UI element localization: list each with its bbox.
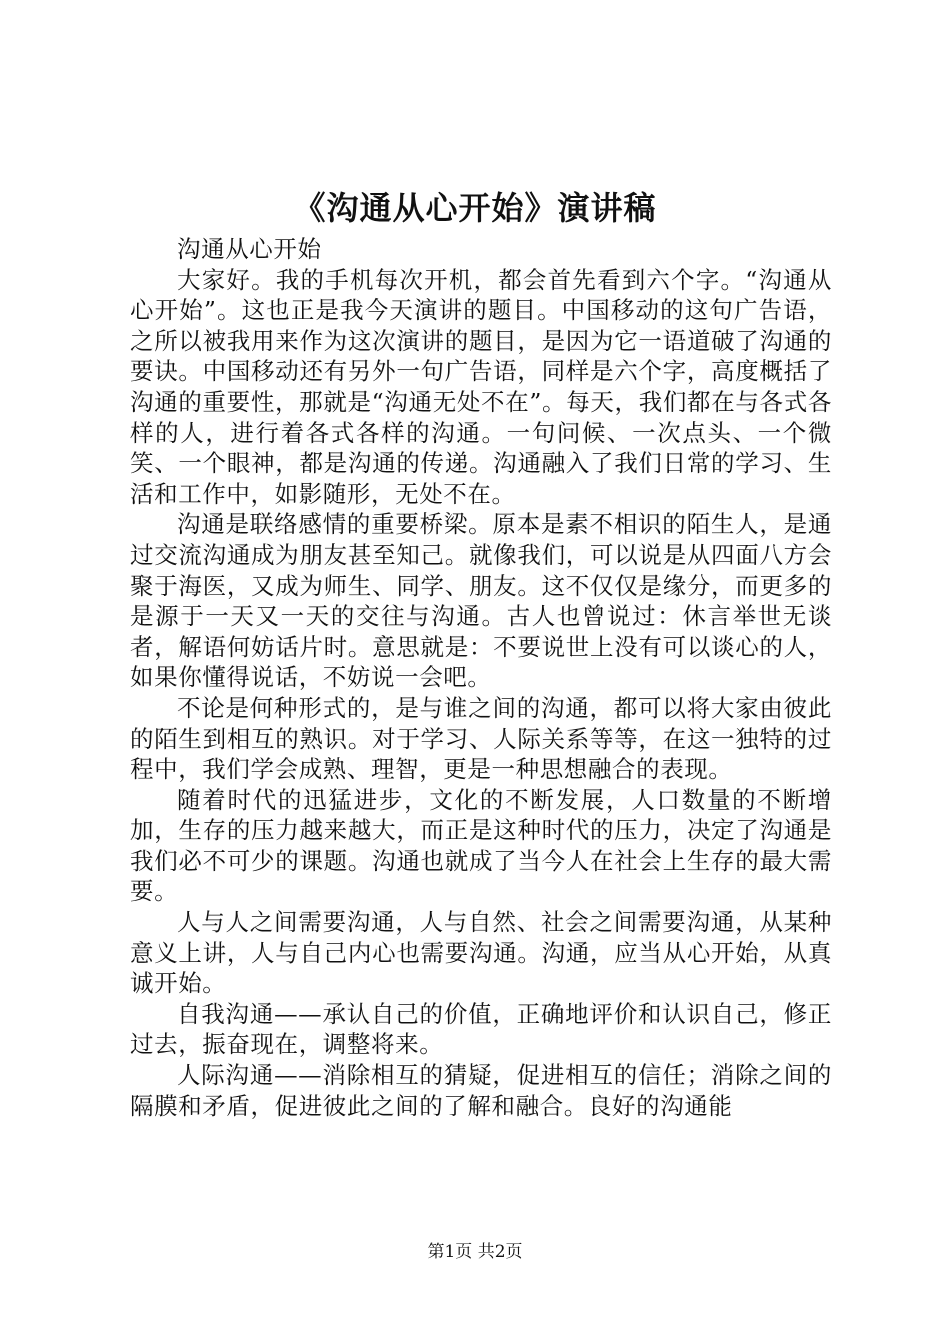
page-number-footer: 第1页 共2页	[427, 1242, 523, 1262]
paragraph: 大家好。我的手机每次开机，都会首先看到六个字。“沟通从心开始”。这也正是我今天演讲的题目。中国移动的这句广告语，之所以被我用来作为这次演讲的题目，是因为它一语道破了沟通的要诀。中国移动还有另外一句广告语，同样是六个字，高度概括了沟通的重要性，那就是“沟通无处不在”。每天，我们都在与各式各样的人，进行着各式各样的沟通。一句问候、一次点头、一个微笑、一个眼神，都是沟通的传递。沟通融入了我们日常的学习、生活和工作中，如影随形，无处不在。	[130, 265, 832, 508]
document-body	[130, 234, 832, 1121]
paragraph: 人际沟通——消除相互的猜疑，促进相互的信任；消除之间的隔膜和矛盾，促进彼此之间的了解和融合。良好的沟通能	[130, 1061, 832, 1120]
paragraph: 随着时代的迅猛进步，文化的不断发展，人口数量的不断增加，生存的压力越来越大，而正是这种时代的压力，决定了沟通是我们必不可少的课题。沟通也就成了当今人在社会上生存的最大需要。	[130, 785, 832, 906]
paragraph: 自我沟通——承认自己的价值，正确地评价和认识自己，修正过去，振奋现在，调整将来。	[130, 999, 832, 1059]
document-title: 《沟通从心开始》演讲稿	[293, 189, 657, 227]
paragraph: 沟通是联络感情的重要桥梁。原本是素不相识的陌生人，是通过交流沟通成为朋友甚至知己。就像我们，可以说是从四面八方会聚于海医，又成为师生、同学、朋友。这不仅仅是缘分，而更多的是源于一天又一天的交往与沟通。古人也曾说过：休言举世无谈者，解语何妨话片时。意思就是：不要说世上没有可以谈心的人，如果你懂得说话，不妨说一会吧。	[130, 510, 832, 692]
paragraph: 不论是何种形式的，是与谁之间的沟通，都可以将大家由彼此的陌生到相互的熟识。对于学习、人际关系等等，在这一独特的过程中，我们学会成熟、理智，更是一种思想融合的表现。	[130, 693, 832, 784]
paragraph: 人与人之间需要沟通，人与自然、社会之间需要沟通，从某种意义上讲，人与自己内心也需要沟通。沟通，应当从心开始，从真诚开始。	[130, 908, 832, 998]
paragraph-heading: 沟通从心开始	[177, 235, 322, 263]
